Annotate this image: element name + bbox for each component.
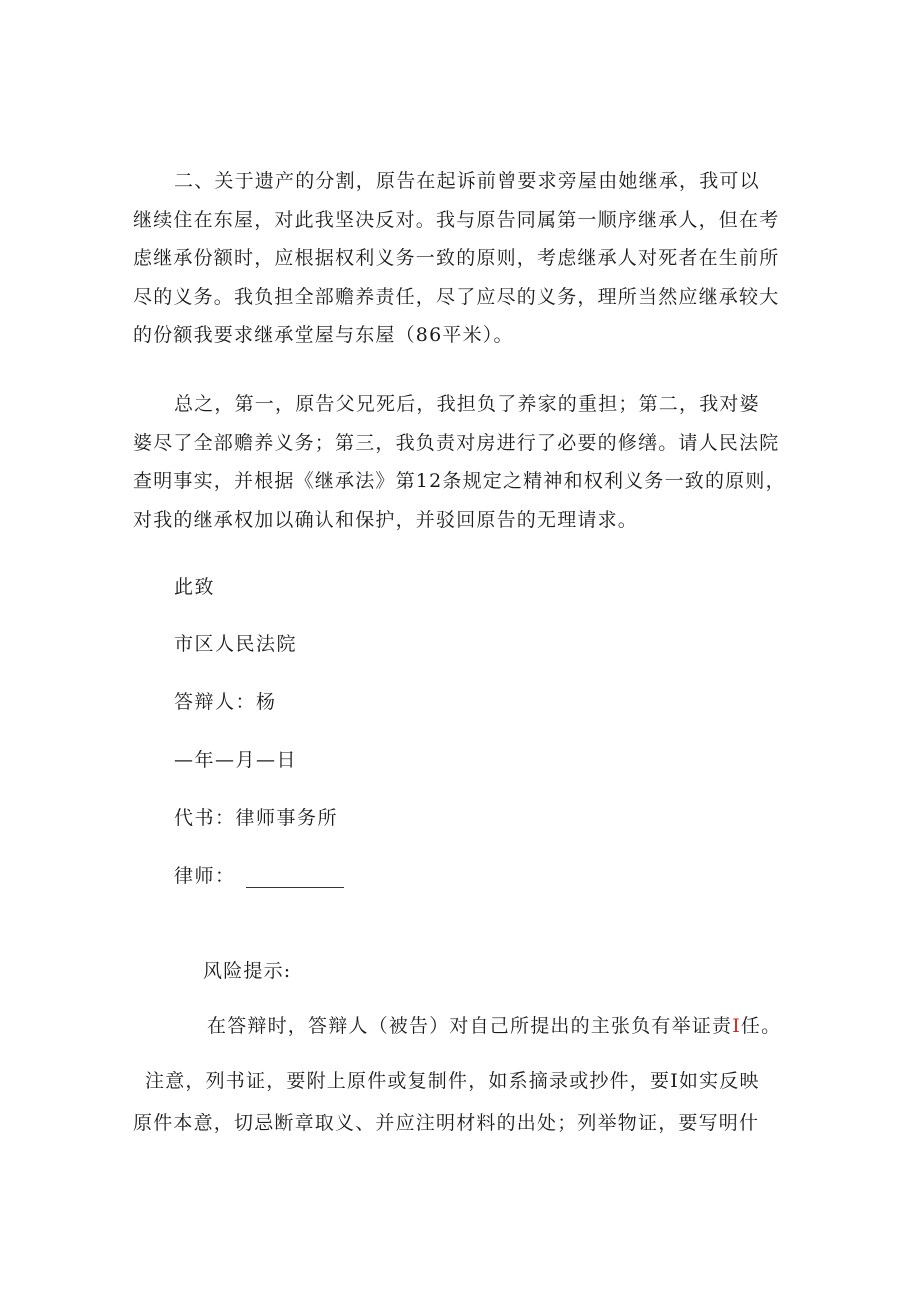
risk-line-1 — [207, 1007, 781, 1045]
paragraph-line: 查明事实，并根据《继承法》第12条规定之精神和权利义务一致的原则， — [133, 470, 786, 492]
date-line: —年—月—日 — [174, 749, 298, 771]
lawyer-line — [174, 857, 344, 895]
agent-line: 代书：律师事务所 — [174, 807, 339, 829]
paragraph-line: 二、关于遗产的分割，原告在起诉前曾要求旁屋由她继承，我可以 — [174, 170, 760, 192]
paragraph-line: 的份额我要求继承堂屋与东屋（86平米）。 — [133, 324, 514, 346]
risk-title: 风险提示: — [203, 960, 292, 982]
paragraph-summary — [133, 385, 785, 539]
signature-blank — [246, 865, 344, 888]
paragraph-line: 虑继承份额时，应根据权利义务一致的原则，考虑继承人对死者在生前所 — [133, 247, 780, 269]
paragraph-line: 总之，第一，原告父兄死后，我担负了养家的重担；第二，我对婆 — [174, 393, 760, 415]
red-mark: I — [732, 1015, 741, 1037]
lawyer-label: 律师： — [174, 865, 236, 887]
court-name: 市区人民法院 — [174, 633, 298, 655]
paragraph-line: 继续住在东屋，对此我坚决反对。我与原告同属第一顺序继承人，但在考 — [133, 208, 780, 231]
salutation: 此致 — [174, 576, 216, 598]
risk-text: 任。 — [740, 1015, 782, 1037]
risk-line-2: 注意，列书证，要附上原件或复制件，如系摘录或抄件，要I如实反映 — [145, 1070, 760, 1092]
respondent-signature: 答辩人：杨 — [174, 691, 277, 713]
paragraph-inheritance-division — [133, 162, 785, 355]
risk-line-3: 原件本意，切忌断章取义、并应注明材料的出处；列举物证，要写明什 — [133, 1112, 760, 1134]
paragraph-line: 婆尽了全部赡养义务；第三，我负责对房进行了必要的修缮。请人民法院 — [133, 431, 780, 454]
risk-text: 在答辩时，答辩人（被告）对自己所提出的主张负有举证责 — [207, 1015, 733, 1037]
paragraph-line: 对我的继承权加以确认和保护，并驳回原告的无理请求。 — [133, 508, 639, 531]
paragraph-line: 尽的义务。我负担全部赡养责任，尽了应尽的义务，理所当然应继承较大 — [133, 285, 780, 308]
